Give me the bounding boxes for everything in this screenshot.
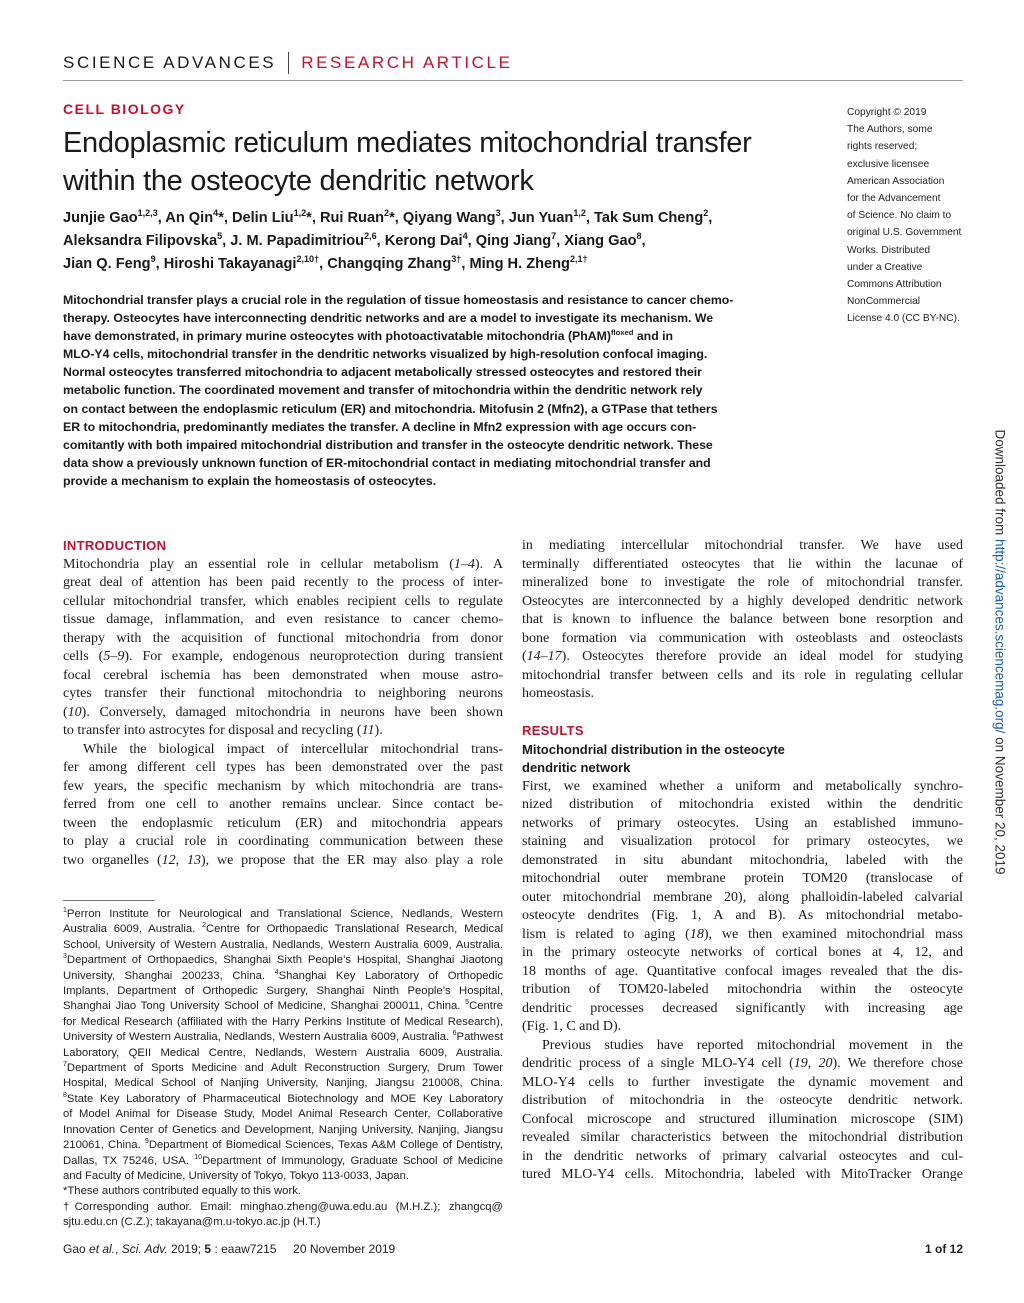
footnote-line	[63, 953, 503, 968]
affiliation-number: 3	[63, 953, 67, 961]
punctuation: ,	[708, 210, 713, 226]
author: , Ming H. Zheng	[461, 256, 570, 272]
citation-footer	[63, 1242, 395, 1256]
affiliation-marker: 2,6	[364, 231, 377, 242]
affiliation-number: 8	[63, 1092, 67, 1100]
footnote-line	[63, 1015, 503, 1030]
body-line: in the dendritic networks of primary calvarial osteocytes and cul-	[522, 1148, 963, 1164]
body-line	[522, 648, 963, 667]
body-line: networks of primary osteocytes. Using an established immuno-	[522, 815, 963, 831]
footnote-text: Pathwest	[456, 1031, 503, 1044]
body-line: Osteocytes are interconnected by a highly developed dendritic network	[522, 593, 963, 609]
abstract-text: have demonstrated, in primary murine osteocytes with photoactivatable mitochondria (PhAM)	[63, 329, 611, 344]
footnote-text: Department of Orthopaedics, Shanghai Sixth People’s Hospital, Shanghai Jiaotong	[66, 954, 503, 967]
text: ,	[175, 852, 187, 868]
text: ). Osteocytes therefore provide an ideal model for studying	[561, 649, 963, 664]
footnote-text: of Model Animal for Disease Study, Model Animal Research Center, Collaborative	[63, 1108, 503, 1121]
reference-link[interactable]: 14–17	[526, 649, 562, 664]
footnote-text: 210061, China.	[63, 1139, 145, 1152]
author: , Kerong Dai	[376, 233, 463, 249]
footnote-text: Perron Institute for Neurological and Translational Science, Nedlands, Western	[66, 908, 503, 920]
section-label: CELL BIOLOGY	[63, 101, 186, 117]
author: , J. M. Papadimitriou	[222, 233, 365, 249]
body-line: ferred from one cell to another remains unclear. Since contact be-	[63, 797, 503, 812]
body-line	[63, 722, 503, 741]
footnote-line	[63, 907, 503, 922]
results-subheading: Mitochondrial distribution in the osteocyte	[522, 741, 785, 757]
copyright-line: License 4.0 (CC BY-NC).	[847, 313, 960, 325]
body-line: Confocal microscope and structured illumination microscope (SIM)	[522, 1111, 963, 1127]
text: (	[63, 704, 68, 720]
body-line: bone formation via communication with osteoblasts and osteoclasts	[522, 630, 963, 646]
body-line: outer mitochondrial membrane 20), along phalloidin-labeled calvarial	[522, 889, 963, 905]
body-line: osteocyte dendrites (Fig. 1, A and B). As mitochondrial metabo-	[522, 908, 963, 923]
affiliation-marker: 1,2,3	[137, 208, 158, 219]
download-prefix: Downloaded from	[992, 429, 1008, 540]
footnote-text: Centre	[469, 1000, 503, 1013]
author-line	[63, 230, 833, 253]
copyright-line: Works. Distributed	[847, 244, 931, 256]
body-line: tured MLO-Y4 cells. Mitochondria, labeled with MitoTracker Orange	[522, 1167, 963, 1182]
body-line: demonstrated in situ abundant mitochondria, labeled with the	[522, 852, 963, 868]
footnote-line	[63, 1215, 503, 1230]
body-line: to play a crucial role in coordinating communication between these	[63, 834, 503, 849]
footnote-line	[63, 1123, 503, 1138]
affiliation-marker: 1,2	[293, 208, 307, 219]
affiliation-marker: 9	[150, 254, 156, 265]
page-number: 1 of 12	[924, 1242, 963, 1256]
body-line: mitochondrial outer membrane protein TOM20 (translocase of	[522, 871, 963, 886]
footnote-text: Shanghai Jiao Tong University School of Medicine, Shanghai 200011, China.	[63, 1000, 466, 1013]
footnote-text: Laboratory, QEII Medical Centre, Nedlands, Western Australia 6009, Australia.	[63, 1046, 503, 1059]
footnote-text: Implants, Department of Orthopedic Surgery, Shanghai Ninth People’s Hospital,	[63, 985, 503, 998]
affiliation-number: 4	[274, 968, 279, 976]
body-line: First, we examined whether a uniform and metabolically synchro-	[522, 778, 963, 794]
footnote-text: and Faculty of Medicine, University of Tokyo, Tokyo 113-0033, Japan.	[63, 1169, 409, 1182]
text: lism is related to aging (	[522, 926, 690, 942]
text: Mitochondria play an essential role in cellular metabolism (	[63, 556, 454, 572]
text: ). Conversely, damaged mitochondria in neurons have been shown	[81, 704, 503, 720]
affiliation-marker: 4	[213, 208, 219, 219]
footnote-text: sjtu.edu.cn (C.Z.); takayana@m.u-tokyo.ac.jp (H.T.)	[63, 1216, 321, 1229]
abstract-line: metabolic function. The coordinated movement and transfer of mitochondria within the dendritic network rely	[63, 383, 703, 398]
footnote-text: Centre for Orthopaedic Translational Research, Medical	[205, 923, 504, 936]
affiliation-number: 2	[202, 922, 206, 930]
body-line: great deal of attention has been paid recently to the process of inter-	[63, 575, 503, 590]
body-line: While the biological impact of intercellular mitochondrial trans-	[83, 741, 503, 757]
reference-link[interactable]: 11	[361, 723, 375, 738]
reference-link[interactable]: 20	[818, 1056, 833, 1071]
text: ,	[807, 1056, 819, 1071]
reference-link[interactable]: 10	[67, 704, 82, 720]
text: ).	[374, 723, 383, 738]
affiliations-footnote	[63, 907, 503, 1231]
footnote-text: Australia 6009, Australia.	[63, 923, 203, 936]
body-line: few years, the specific mechanism by which mitochondria are trans-	[63, 778, 503, 794]
footnote-line	[63, 1107, 503, 1122]
body-line: therapy with the acquisition of functional mitochondria from donor	[63, 630, 503, 646]
footnote-line	[63, 1046, 503, 1061]
author: Jian Q. Feng	[63, 256, 151, 272]
copyright-line: Copyright © 2019	[847, 107, 927, 118]
footnote-text: Shanghai Key Laboratory of Orthopedic	[278, 969, 503, 982]
results-subheading: dendritic network	[522, 760, 631, 775]
copyright-line: for the Advancement	[847, 193, 941, 205]
footnote-text: School, University of Western Australia, Nedlands, Western Australia 6009, Australia.	[63, 938, 503, 951]
abstract	[63, 291, 818, 490]
body-line: in the primary osteocyte networks of cortical bones at 4, 12, and	[522, 945, 963, 960]
footnote-line	[63, 1030, 503, 1045]
copyright-line: American Association	[847, 175, 945, 187]
footnote-text: Innovation Center of Genetics and Development, Nanjing University, Nanjing, Jiangsu	[63, 1123, 503, 1136]
footnote-text: †Corresponding author. Email: minghao.zheng@uwa.edu.au (M.H.Z.); zhangcq@	[63, 1200, 503, 1213]
intro-heading: INTRODUCTION	[63, 538, 167, 553]
copyright-line: Commons Attribution	[847, 279, 942, 291]
affiliation-marker: 1,2	[573, 208, 586, 219]
body-line: fer among different cell types has been demonstrated over the past	[63, 760, 503, 775]
affiliation-marker: 5	[217, 231, 223, 242]
body-line: staining and visualization protocol for primary osteocytes, we	[522, 834, 963, 849]
affiliation-marker: 2,10†	[296, 254, 320, 265]
body-line: revealed similar characteristics between the mitochondrial distribution	[522, 1130, 963, 1145]
body-line: that is known to influence the balance between bone resorption and	[522, 612, 963, 627]
footnote-text: State Key Laboratory of Pharmaceutical Biotechnology and MOE Key Laboratory	[66, 1092, 503, 1105]
text: ). For example, endogenous neuroprotection during transient	[124, 649, 503, 664]
affiliation-number: 7	[63, 1061, 67, 1069]
author: *, Qiyang Wang	[389, 210, 496, 226]
body-line: in mediating intercellular mitochondrial transfer. We have used	[522, 538, 963, 553]
author: , Xiang Gao	[556, 233, 637, 249]
abstract-line	[63, 327, 818, 345]
author-line	[63, 253, 833, 276]
results-heading: RESULTS	[522, 723, 584, 738]
author: Junjie Gao	[63, 210, 138, 226]
abstract-line: ER to mitochondria, predominantly mediates the transfer. A decline in Mfn2 expression with age occurs con-	[63, 419, 697, 434]
footnote-text: *These authors contributed equally to this work.	[63, 1185, 301, 1198]
spacer	[522, 704, 963, 723]
body-line: tribution of TOM20-labeled mitochondria within the osteocyte	[522, 982, 963, 997]
affiliation-marker: 2	[384, 208, 390, 219]
footnote-line	[63, 1076, 503, 1091]
text: ). A	[474, 556, 503, 572]
body-line: MLO-Y4 cells to further investigate the dynamic movement and	[522, 1074, 963, 1090]
body-line: mineralized bone to investigate the role of mitochondrial transfer.	[522, 575, 963, 590]
header-divider	[288, 52, 289, 74]
text: Sci. Adv.	[121, 1242, 168, 1256]
affiliation-number: 5	[465, 999, 470, 1007]
body-line: nized distribution of mitochondria existed within the dendritic	[522, 797, 963, 812]
text: ), we propose that the ER may also play a role	[201, 852, 503, 868]
download-note	[993, 429, 1008, 874]
abstract-line: on contact between the endoplasmic reticulum (ER) and mitochondria. Mitofusin 2 (Mfn2), a GTPase that tethers	[63, 401, 718, 416]
affiliation-marker: 4	[462, 231, 468, 242]
footnote-line	[63, 969, 503, 984]
punctuation: ,	[641, 233, 646, 249]
title-line: within the osteocyte dendritic network	[63, 165, 534, 197]
footnote-line	[63, 1154, 503, 1169]
text: 2019;	[167, 1242, 205, 1256]
right-column	[522, 537, 963, 1185]
body-line	[63, 556, 503, 575]
footnote-line	[63, 999, 503, 1014]
footnote-line	[63, 922, 503, 937]
affiliation-marker: 7	[551, 231, 557, 242]
footnote-text: Department of Immunology, Graduate School of Medicine	[202, 1154, 503, 1167]
footnote-line	[63, 1138, 503, 1153]
affiliation-number: 10	[194, 1153, 203, 1161]
text: et al.	[89, 1242, 116, 1256]
text: ). We therefore chose	[832, 1056, 963, 1071]
abstract-line: Normal osteocytes transferred mitochondria to adjacent metabolically stressed osteocytes and restored their	[63, 365, 702, 380]
text: ), we then examined mitochondrial mass	[703, 926, 963, 942]
author-line	[63, 207, 833, 230]
footnote-line	[63, 984, 503, 999]
body-line: dendritic processes decreased significantly with increasing age	[522, 1000, 963, 1016]
body-line: (Fig. 1, C and D).	[522, 1019, 622, 1034]
footnote-line	[63, 1169, 503, 1184]
text: cells (	[63, 649, 104, 664]
body-line: tissue damage, inflammation, and even resistance to cancer chemo-	[63, 612, 503, 627]
footnote-text: University of Western Australia, Nedlands, Western Australia 6009, Australia.	[63, 1031, 453, 1044]
footnote-line	[63, 1061, 503, 1076]
body-line: cellular mitochondrial transfer, which enables recipient cells to regulate	[63, 593, 503, 609]
affiliation-number: 1	[63, 907, 67, 915]
text: dendritic process of a single MLO-Y4 cell (	[522, 1056, 794, 1071]
body-line	[522, 926, 963, 945]
affiliation-marker: 2,1†	[569, 254, 588, 265]
body-line	[63, 852, 503, 871]
body-line: distribution of mitochondria in the osteocyte dendritic network.	[522, 1093, 963, 1108]
affiliation-number: 9	[144, 1138, 149, 1146]
footnote-line	[63, 1184, 503, 1199]
journal-name: SCIENCE ADVANCES	[63, 53, 277, 72]
abstract-line: therapy. Osteocytes have interconnecting dendritic networks and are a model to investigate its mechanism. We	[63, 311, 714, 326]
reference-link[interactable]: 18	[689, 926, 704, 942]
footnote-text: Department of Sports Medicine and Adult Reconstruction Surgery, Drum Tower	[66, 1062, 503, 1075]
abstract-line: data show a previously unknown function of ER-mitochondrial contact in mediating mitochondrial transfer and	[63, 455, 711, 470]
body-line	[63, 648, 503, 667]
copyright-line: exclusive licensee	[847, 158, 930, 170]
author: , Qing Jiang	[467, 233, 552, 249]
reference-link[interactable]: 12	[161, 852, 176, 868]
body-line	[522, 1055, 963, 1074]
abstract-line: MLO-Y4 cells, mitochondrial transfer in the dendritic networks visualized by high-resolution confocal imaging.	[63, 347, 708, 362]
body-line: cytes transfer their functional mitochondria to neighboring neurons	[63, 686, 503, 701]
footnote-text: Department of Biomedical Sciences, Texas A&M College of Dentistry,	[148, 1139, 503, 1152]
author: *, Rui Ruan	[306, 210, 385, 226]
volume: 5	[204, 1242, 212, 1256]
text: Gao	[63, 1242, 90, 1256]
body-line: terminally differentiated osteocytes that lie within the lacunae of	[522, 556, 963, 572]
article-title	[63, 124, 833, 200]
body-line: tween the endoplasmic reticulum (ER) and mitochondria appears	[63, 815, 503, 831]
author: Aleksandra Filipovska	[63, 233, 218, 249]
text: (	[522, 649, 527, 664]
body-line: homeostasis.	[522, 686, 594, 701]
copyright-line: NonCommercial	[847, 296, 921, 308]
footnote-text: University, Shanghai 200233, China.	[63, 969, 275, 982]
copyright-line: rights reserved;	[847, 141, 918, 153]
title-line: Endoplasmic reticulum mediates mitochondrial transfer	[63, 127, 752, 159]
header-rule	[63, 80, 963, 81]
copyright-line: of Science. No claim to	[847, 210, 952, 222]
affiliation-marker: 3†	[451, 254, 462, 265]
left-column	[63, 537, 503, 870]
author: , Tak Sum Cheng	[585, 210, 704, 226]
affiliation-marker: 2	[703, 208, 709, 219]
reference-link[interactable]: 5–9	[103, 649, 125, 664]
body-line	[63, 704, 503, 723]
text: two organelles (	[63, 852, 162, 868]
journal-header	[63, 48, 513, 78]
text: : eaaw7215 20 November 2019	[211, 1242, 396, 1256]
download-link[interactable]: http://advances.sciencemag.org/	[992, 539, 1008, 734]
footnote-line	[63, 1200, 503, 1215]
abstract-line: comitantly with both impaired mitochondrial distribution and transfer in the osteocyte dendritic network. These	[63, 437, 713, 452]
author: , Hiroshi Takayanagi	[155, 256, 297, 272]
affiliation-number: 6	[452, 1030, 457, 1038]
body-line: 18 months of age. Quantitative confocal images revealed that the dis-	[522, 963, 963, 979]
author-list	[63, 207, 833, 276]
footnote-rule	[63, 900, 155, 901]
copyright-line: The Authors, some	[847, 124, 933, 136]
body-line: mitochondrial transfer between cells and its role in regulating cellular	[522, 667, 963, 683]
article-type: RESEARCH ARTICLE	[301, 53, 513, 72]
footnote-text: for Medical Research (affiliated with the Harry Perkins Institute of Medical Research),	[63, 1015, 503, 1028]
copyright-notice	[847, 104, 977, 328]
author: *, Delin Liu	[218, 210, 294, 226]
copyright-line: original U.S. Government	[847, 227, 962, 239]
affiliation-marker: 8	[636, 231, 642, 242]
copyright-line: under a Creative	[847, 261, 923, 273]
affiliation-marker: 3	[495, 208, 501, 219]
reference-link[interactable]: 13	[187, 852, 201, 868]
abstract-line: Mitochondrial transfer plays a crucial role in the regulation of tissue homeostasis and resistance to cancer chemo-	[63, 293, 734, 307]
download-suffix: on November 20, 2019	[992, 733, 1008, 875]
abstract-line: provide a mechanism to explain the homeostasis of osteocytes.	[63, 473, 437, 488]
reference-link[interactable]: 19	[793, 1056, 808, 1071]
footnote-text: Hospital, Medical School of Nanjing University, Nanjing, Jiangsu 210008, China.	[63, 1077, 503, 1090]
text: to transfer into astrocytes for disposal and recycling (	[63, 723, 362, 738]
abstract-text: and in	[633, 329, 674, 344]
author: , Jun Yuan	[500, 210, 574, 226]
footnote-line	[63, 1092, 503, 1107]
author: , Changqing Zhang	[319, 256, 452, 272]
body-line: Previous studies have reported mitochondrial movement in the	[542, 1037, 963, 1053]
reference-link[interactable]: 1–4	[453, 556, 475, 572]
footnote-line	[63, 938, 503, 953]
author: , An Qin	[157, 210, 214, 226]
superscript: floxed	[611, 328, 634, 338]
footnote-text: Dallas, TX 75246, USA.	[63, 1154, 195, 1167]
body-line: focal cerebral ischemia has been demonstrated when mouse astro-	[63, 667, 503, 683]
text: ,	[115, 1242, 122, 1256]
